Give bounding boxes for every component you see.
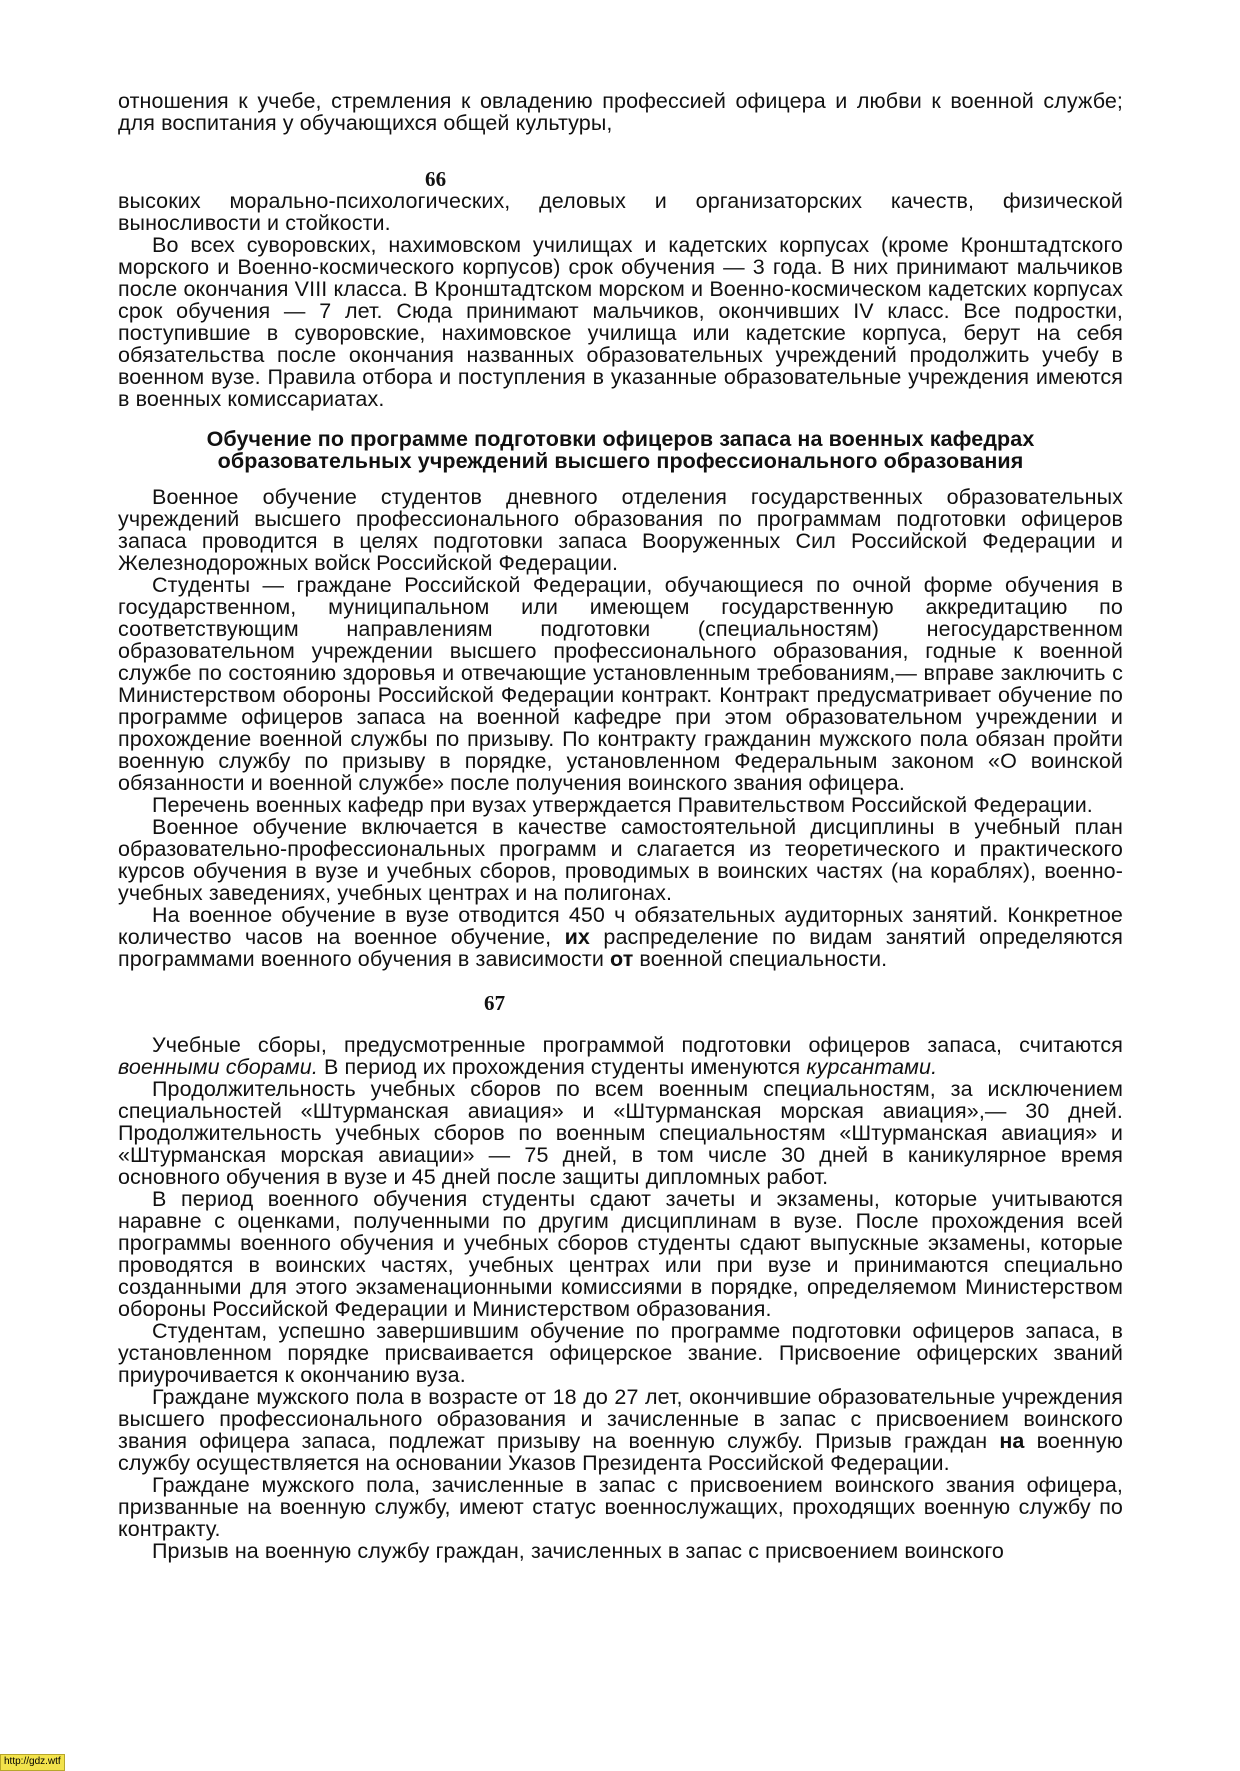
bold-word: их bbox=[564, 925, 590, 949]
paragraph bbox=[118, 1386, 1123, 1474]
bold-word: от bbox=[610, 947, 634, 971]
text-run: военную службу осуществляется на основании Указов Президента Российской Федерации. bbox=[118, 1429, 1123, 1475]
source-link[interactable]: http://gdz.wtf bbox=[0, 1754, 65, 1771]
section-heading bbox=[118, 428, 1123, 472]
text-run: распределение по видам занятий определяются программами военного обучения в зависимости bbox=[118, 925, 1123, 971]
text-run: Учебные сборы, предусмотренные программой подготовки офицеров запаса, считаются bbox=[152, 1033, 1123, 1057]
document-page bbox=[118, 90, 1123, 1562]
paragraph: Военное обучение студентов дневного отделения государственных образовательных учреждений высшего профессионального образования по программам подготовки офицеров запаса проводится в целях подготовки запаса Вооруженных Сил Российской Федерации и Железнодорожных войск Российской Федерации. bbox=[118, 485, 1123, 575]
text-run: Граждане мужского пола в возрасте от 18 до 27 лет, окончившие образовательные учреждения высшего профессионального образования и зачисленные в запас с присвоением воинского звания офицера запаса, подлежат призыву на военную службу. Призыв граждан bbox=[118, 1385, 1123, 1453]
paragraph: Продолжительность учебных сборов по всем военным специальностям, за исключением специальностей «Штурманская авиация» и «Штурманская морская авиация»,— 30 дней. Продолжительность учебных сборов по военным специальностям «Штурманская авиация» и «Штурманская морская авиации» — 75 дней, в том числе 30 дней в каникулярное время основного обучения в вузе и 45 дней после защиты дипломных работ. bbox=[118, 1077, 1123, 1189]
paragraph bbox=[118, 1034, 1123, 1078]
text-run: В период их прохождения студенты именуются bbox=[317, 1055, 807, 1079]
page-number: 66 bbox=[425, 167, 447, 191]
paragraph bbox=[118, 904, 1123, 970]
section-heading-line-2: образовательных учреждений высшего профессионального образования bbox=[217, 449, 1024, 473]
paragraph: Перечень военных кафедр при вузах утверждается Правительством Российской Федерации. bbox=[152, 793, 1093, 817]
paragraph: Призыв на военную службу граждан, зачисленных в запас с присвоением воинского bbox=[152, 1539, 1004, 1563]
paragraph: В период военного обучения студенты сдают зачеты и экзамены, которые учитываются наравне с оценками, полученными по другим дисциплинам в вузе. После прохождения всей программы военного обучения и учебных сборов студенты сдают выпускные экзамены, которые проводятся в воинских частях, учебных центрах или при вузе и принимаются специально созданными для этого экзаменационными комиссиями в порядке, определяемом Министерством обороны Российской Федерации и Министерством образования. bbox=[118, 1187, 1123, 1321]
italic-term: курсантами. bbox=[806, 1055, 938, 1079]
paragraph: Студентам, успешно завершившим обучение по программе подготовки офицеров запаса, в установленном порядке присваивается офицерское звание. Присвоение офицерских званий приурочивается к окончанию вуза. bbox=[118, 1319, 1123, 1387]
italic-term: военными сборами. bbox=[118, 1055, 318, 1079]
paragraph-top-fragment: отношения к учебе, стремления к овладению профессией офицера и любви к военной службе; для воспитания у обучающихся общей культуры, bbox=[118, 89, 1123, 135]
page-number: 67 bbox=[484, 991, 506, 1015]
section-heading-line-1: Обучение по программе подготовки офицеров запаса на военных кафедрах bbox=[206, 427, 1035, 451]
paragraph: Военное обучение включается в качестве самостоятельной дисциплины в учебный план образовательно-профессиональных программ и слагается из теоретического и практического курсов обучения в вузе и учебных сборов, проводимых в воинских частях (на кораблях), военно-учебных заведениях, учебных центрах и на полигонах. bbox=[118, 815, 1123, 905]
paragraph: Студенты — граждане Российской Федерации, обучающиеся по очной форме обучения в государственном, муниципальном или имеющем государственную аккредитацию по соответствующим направлениям подготовки (специальностям) негосударственном образовательном учреждении высшего профессионального образования, годные к военной службе по состоянию здоровья и отвечающие установленным требованиям,— вправе заключить с Министерством обороны Российской Федерации контракт. Контракт предусматривает обучение по программе офицеров запаса на военной кафедре при этом образовательном учреждении и прохождение военной службы по призыву. По контракту гражданин мужского пола обязан пройти военную службу по призыву в порядке, установленном Федеральным законом «О воинской обязанности и военной службе» после получения воинского звания офицера. bbox=[118, 573, 1123, 795]
paragraph: Граждане мужского пола, зачисленные в запас с присвоением воинского звания офицера, призванные на военную службу, имеют статус военнослужащих, проходящих военную службу по контракту. bbox=[118, 1473, 1123, 1541]
text-run: На военное обучение в вузе отводится 450 ч обязательных аудиторных занятий. Конкретное количество часов на военное обучение, bbox=[118, 903, 1123, 949]
paragraph-continuation: высоких морально-психологических, деловых и организаторских качеств, физической выносливости и стойкости. bbox=[118, 189, 1123, 235]
bold-word: на bbox=[999, 1429, 1025, 1453]
text-run: военной специальности. bbox=[633, 947, 888, 971]
paragraph-term-of-study: Во всех суворовских, нахимовском училищах и кадетских корпусах (кроме Кронштадтского морского и Военно-космического корпусов) срок обучения — 3 года. В них принимают мальчиков после окончания VIII класса. В Кронштадтском морском и Военно-космическом кадетских корпусах срок обучения — 7 лет. Сюда принимают мальчиков, окончивших IV класс. Все подростки, поступившие в суворовские, нахимовское училища или кадетские корпуса, берут на себя обязательства после окончания названных образовательных учреждений продолжить учебу в военном вузе. Правила отбора и поступления в указанные образовательные учреждения имеются в военных комиссариатах. bbox=[118, 233, 1123, 411]
